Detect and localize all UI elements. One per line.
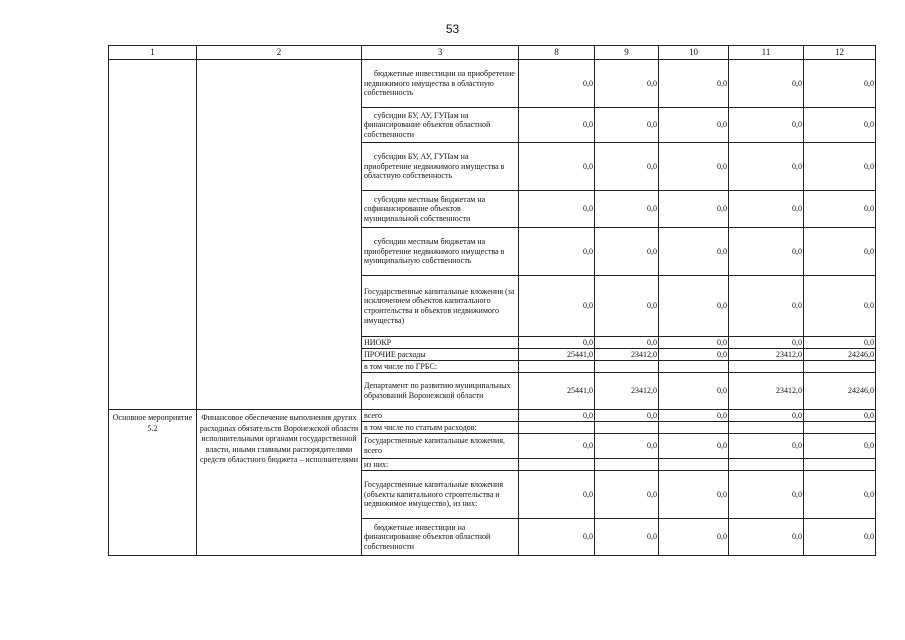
value-cell: 0,0 xyxy=(659,434,729,459)
value-cell: 0,0 xyxy=(659,337,729,349)
value-cell: 0,0 xyxy=(729,410,804,422)
header-cell: 9 xyxy=(595,46,659,60)
value-cell: 0,0 xyxy=(729,471,804,519)
value-cell: 0,0 xyxy=(595,143,659,191)
value-cell: 0,0 xyxy=(595,337,659,349)
value-cell: 23412,0 xyxy=(729,373,804,410)
row-label: из них: xyxy=(362,459,519,471)
value-cell xyxy=(595,361,659,373)
row-label: бюджетные инвестиции на приобретение недвижимого имущества в областную собственность xyxy=(362,60,519,108)
value-cell: 0,0 xyxy=(729,60,804,108)
row-label: Государственные капитальные вложения (объекты капитального строительства и недвижимое имущество), из них: xyxy=(362,471,519,519)
value-cell: 0,0 xyxy=(729,519,804,556)
value-cell xyxy=(519,422,595,434)
value-cell: 0,0 xyxy=(519,60,595,108)
value-cell: 0,0 xyxy=(804,519,876,556)
value-cell xyxy=(659,459,729,471)
page-number: 53 xyxy=(445,22,460,36)
value-cell: 0,0 xyxy=(659,191,729,228)
value-cell xyxy=(659,422,729,434)
value-cell xyxy=(729,361,804,373)
value-cell: 0,0 xyxy=(519,471,595,519)
value-cell: 0,0 xyxy=(659,519,729,556)
value-cell: 0,0 xyxy=(659,410,729,422)
value-cell xyxy=(804,459,876,471)
table-row xyxy=(109,60,876,108)
value-cell: 0,0 xyxy=(519,108,595,143)
value-cell: 0,0 xyxy=(729,434,804,459)
header-row xyxy=(109,46,876,60)
value-cell: 23412,0 xyxy=(595,349,659,361)
header-cell: 3 xyxy=(362,46,519,60)
row-label: субсидии БУ, АУ, ГУПам на приобретение недвижимого имущества в областную собственность xyxy=(362,143,519,191)
value-cell: 0,0 xyxy=(519,228,595,276)
value-cell: 0,0 xyxy=(519,410,595,422)
value-cell xyxy=(595,459,659,471)
table-row xyxy=(109,410,876,422)
header-cell: 12 xyxy=(804,46,876,60)
value-cell: 0,0 xyxy=(595,60,659,108)
value-cell: 0,0 xyxy=(595,471,659,519)
value-cell xyxy=(804,422,876,434)
value-cell: 0,0 xyxy=(804,337,876,349)
value-cell: 0,0 xyxy=(729,276,804,337)
budget-table xyxy=(108,45,876,556)
value-cell: 0,0 xyxy=(659,471,729,519)
value-cell: 0,0 xyxy=(729,228,804,276)
header-cell: 1 xyxy=(109,46,197,60)
value-cell: 0,0 xyxy=(595,108,659,143)
value-cell xyxy=(804,361,876,373)
row-label: в том числе по статьям расходов: xyxy=(362,422,519,434)
value-cell: 0,0 xyxy=(659,228,729,276)
blank-cell xyxy=(197,60,362,410)
value-cell: 25441,0 xyxy=(519,349,595,361)
value-cell: 0,0 xyxy=(519,143,595,191)
value-cell: 24246,0 xyxy=(804,349,876,361)
value-cell: 0,0 xyxy=(659,276,729,337)
value-cell: 0,0 xyxy=(659,60,729,108)
value-cell: 0,0 xyxy=(659,143,729,191)
value-cell: 23412,0 xyxy=(595,373,659,410)
row-label: Государственные капитальные вложения (за исключением объектов капитального строительства и объектов недвижимого имущества) xyxy=(362,276,519,337)
value-cell xyxy=(729,422,804,434)
value-cell: 0,0 xyxy=(804,434,876,459)
value-cell: 0,0 xyxy=(595,191,659,228)
value-cell xyxy=(729,459,804,471)
row-label: ПРОЧИЕ расходы xyxy=(362,349,519,361)
value-cell: 0,0 xyxy=(804,228,876,276)
value-cell xyxy=(595,422,659,434)
row-label: субсидии БУ, АУ, ГУПам на финансирование объектов областной собственности xyxy=(362,108,519,143)
value-cell: 0,0 xyxy=(729,143,804,191)
measure-description: Финансовое обеспечение выполнения других расходных обязательств Воронежской области исполнительными органами государственной власти, иными главными распорядителями средств областного бюджета – исполнителями xyxy=(197,410,362,556)
value-cell: 0,0 xyxy=(729,191,804,228)
value-cell: 0,0 xyxy=(595,228,659,276)
row-label: субсидии местным бюджетам на софинансирование объектов муниципальной собственности xyxy=(362,191,519,228)
value-cell: 0,0 xyxy=(804,143,876,191)
row-label: Государственные капитальные вложения, всего xyxy=(362,434,519,459)
value-cell: 0,0 xyxy=(519,519,595,556)
value-cell xyxy=(519,361,595,373)
value-cell: 0,0 xyxy=(804,108,876,143)
header-cell: 2 xyxy=(197,46,362,60)
row-label: Департамент по развитию муниципальных образований Воронежской области xyxy=(362,373,519,410)
value-cell xyxy=(659,361,729,373)
row-label: субсидии местным бюджетам на приобретение недвижимого имущества в муниципальную собственность xyxy=(362,228,519,276)
measure-code: Основное мероприятие 5.2 xyxy=(109,410,197,556)
value-cell: 23412,0 xyxy=(729,349,804,361)
value-cell: 0,0 xyxy=(804,410,876,422)
value-cell xyxy=(519,459,595,471)
header-cell: 11 xyxy=(729,46,804,60)
header-cell: 10 xyxy=(659,46,729,60)
value-cell: 25441,0 xyxy=(519,373,595,410)
header-cell: 8 xyxy=(519,46,595,60)
row-label: бюджетные инвестиции на финансирование объектов областной собственности xyxy=(362,519,519,556)
value-cell: 0,0 xyxy=(519,434,595,459)
value-cell: 0,0 xyxy=(595,410,659,422)
row-label: всего xyxy=(362,410,519,422)
value-cell: 0,0 xyxy=(519,276,595,337)
value-cell: 0,0 xyxy=(595,434,659,459)
row-label: в том числе по ГРБС: xyxy=(362,361,519,373)
value-cell: 0,0 xyxy=(804,60,876,108)
value-cell: 0,0 xyxy=(519,337,595,349)
blank-cell xyxy=(109,60,197,410)
value-cell: 0,0 xyxy=(729,108,804,143)
value-cell: 0,0 xyxy=(804,276,876,337)
value-cell: 0,0 xyxy=(659,349,729,361)
value-cell: 0,0 xyxy=(804,191,876,228)
value-cell: 0,0 xyxy=(659,373,729,410)
value-cell: 0,0 xyxy=(659,108,729,143)
value-cell: 0,0 xyxy=(729,337,804,349)
value-cell: 0,0 xyxy=(519,191,595,228)
value-cell: 0,0 xyxy=(804,471,876,519)
value-cell: 0,0 xyxy=(595,519,659,556)
value-cell: 0,0 xyxy=(595,276,659,337)
value-cell: 24246,0 xyxy=(804,373,876,410)
row-label: НИОКР xyxy=(362,337,519,349)
